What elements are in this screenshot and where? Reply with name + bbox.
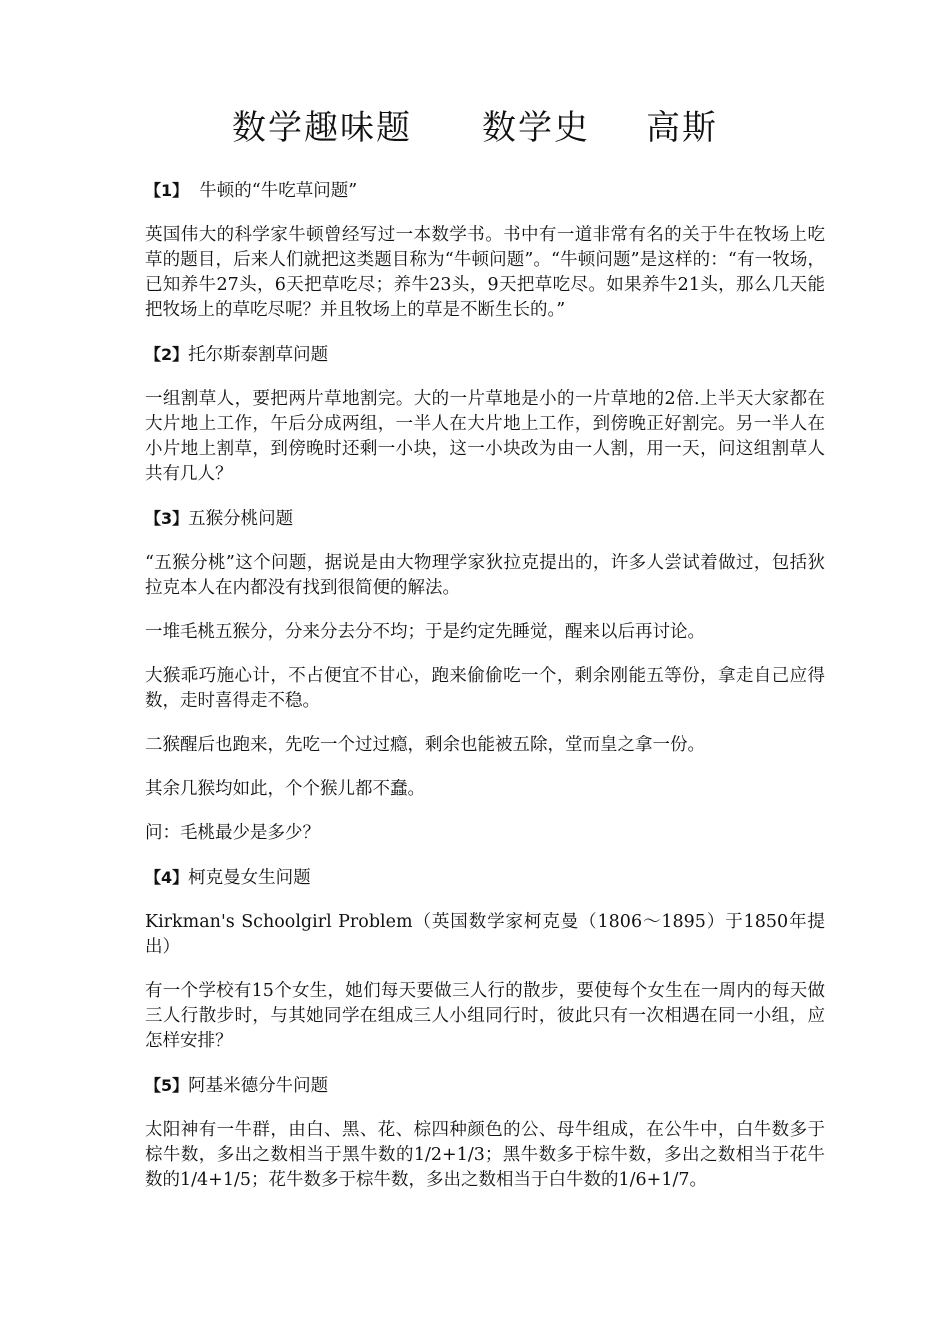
section-heading-3 [145,506,825,532]
section-heading-2 [145,342,825,368]
paragraph: 二猴醒后也跑来，先吃一个过过瘾，剩余也能被五除，堂而皇之拿一份。 [145,735,705,755]
paragraph: “五猴分桃”这个问题，据说是由大物理学家狄拉克提出的，许多人尝试着做过，包括狄拉克本人在内都没有找到很简便的解法。 [145,553,825,598]
section-title: 托尔斯泰割草问题 [188,345,329,365]
section-heading-4 [145,865,825,891]
section-number: 【1】 [145,181,189,200]
section-title: 牛顿的“牛吃草问题” [199,181,358,201]
title-part-2: 数学史 [482,108,590,148]
section-number: 【4】 [145,868,189,887]
paragraph: 一组割草人，要把两片草地割完。大的一片草地是小的一片草地的2倍.上半天大家都在大片地上工作，午后分成两组，一半人在大片地上工作，到傍晚正好割完。另一半人在小片地上割草，到傍晚时还剩一小块，这一小块改为由一人割，用一天，问这组割草人共有几人？ [145,389,825,484]
section-number: 【2】 [145,345,189,364]
section-heading-5 [145,1073,825,1099]
paragraph: 有一个学校有15个女生，她们每天要做三人行的散步，要使每个女生在一周内的每天做三人行散步时，与其她同学在组成三人小组同行时，彼此只有一次相遇在同一小组，应怎样安排？ [145,981,825,1051]
section-heading-1 [145,178,825,204]
paragraph: 一堆毛桃五猴分，分来分去分不均；于是约定先睡觉，醒来以后再讨论。 [145,622,705,642]
paragraph: 大猴乖巧施心计，不占便宜不甘心，跑来偷偷吃一个，剩余刚能五等份，拿走自己应得数，走时喜得走不稳。 [145,666,825,711]
document-title [0,100,950,149]
paragraph: 英国伟大的科学家牛顿曾经写过一本数学书。书中有一道非常有名的关于牛在牧场上吃草的题目，后来人们就把这类题目称为“牛顿问题”。“牛顿问题”是这样的：“有一牧场，已知养牛27头，6天把草吃尽；养牛23头，9天把草吃尽。如果养牛21头，那么几天能把牧场上的草吃尽呢？并且牧场上的草是不断生长的。” [145,225,825,320]
title-part-1: 数学趣味题 [232,108,412,148]
paragraph: 太阳神有一牛群，由白、黑、花、棕四种颜色的公、母牛组成，在公牛中，白牛数多于棕牛数，多出之数相当于黑牛数的1/2+1/3；黑牛数多于棕牛数，多出之数相当于花牛数的1/4+1/5；花牛数多于棕牛数，多出之数相当于白牛数的1/6+1/7。 [145,1120,825,1190]
section-number: 【5】 [145,1076,189,1095]
section-title: 柯克曼女生问题 [188,868,311,888]
paragraph: 问：毛桃最少是多少？ [145,823,320,843]
section-title: 五猴分桃问题 [188,509,294,529]
section-title: 阿基米德分牛问题 [188,1076,329,1096]
title-part-3: 高斯 [646,108,718,148]
document-body [145,178,825,1212]
paragraph: 其余几猴均如此，个个猴儿都不蠢。 [145,779,425,799]
section-number: 【3】 [145,509,189,528]
paragraph: Kirkman's Schoolgirl Problem（英国数学家柯克曼（1806～1895）于1850年提出） [145,912,825,957]
